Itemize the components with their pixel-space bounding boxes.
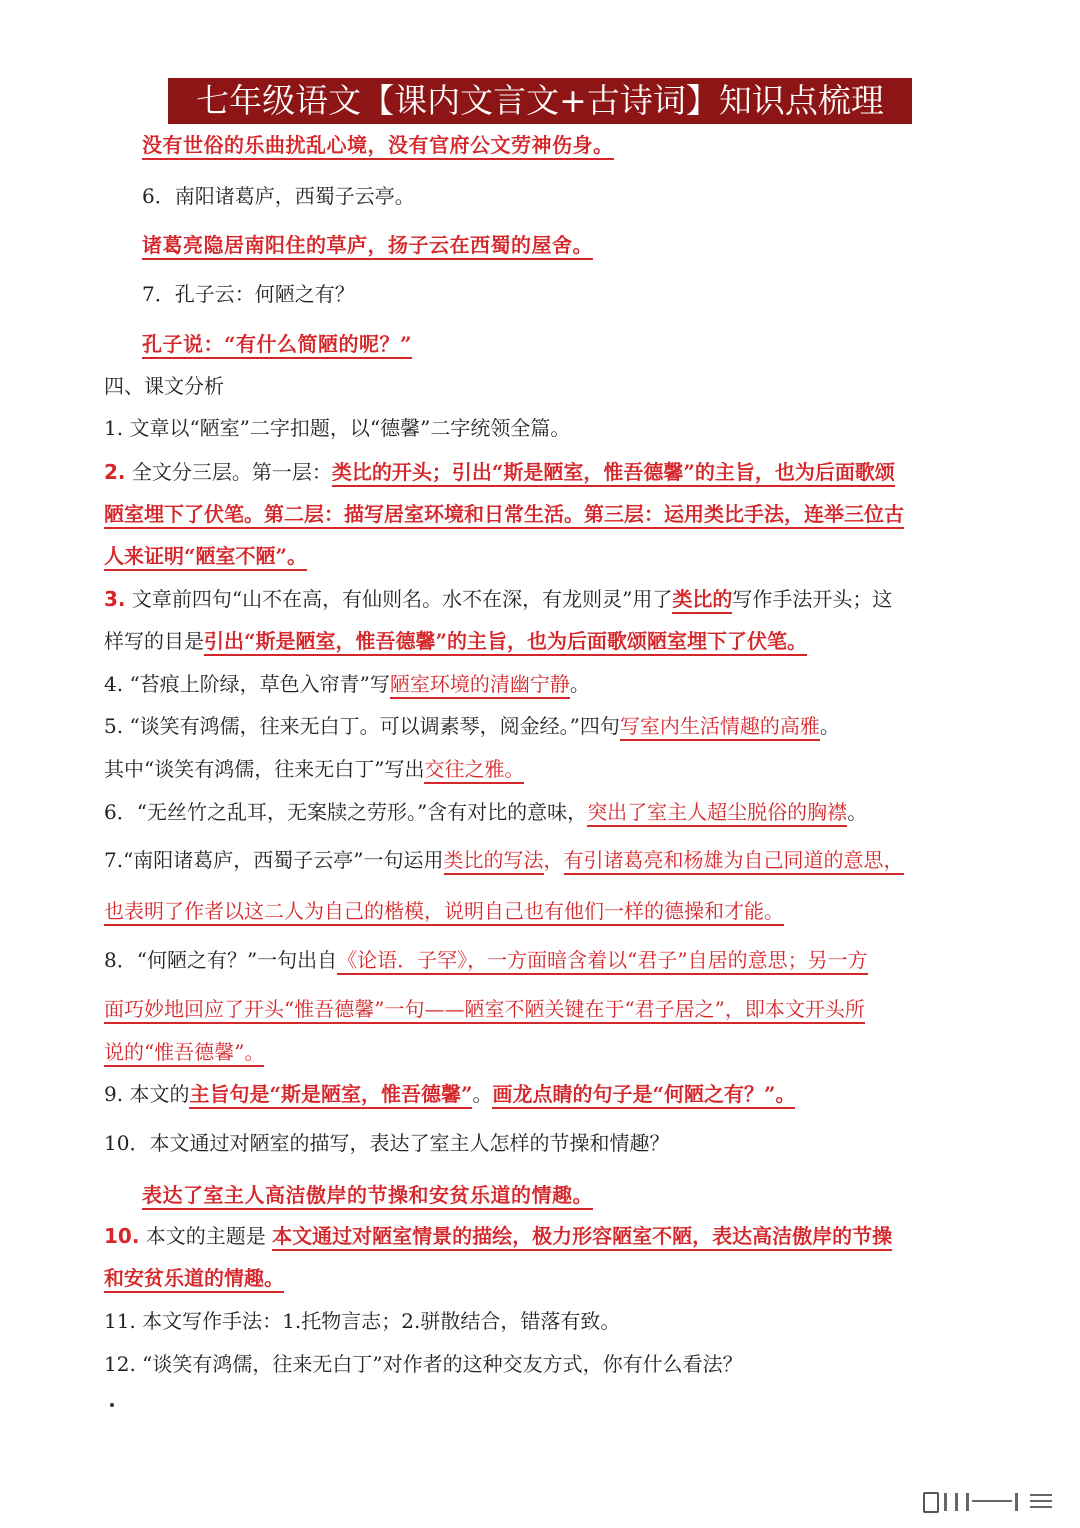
- item-6-end: 。: [847, 800, 868, 824]
- bullet-dot: [110, 1403, 114, 1407]
- answer-5: [142, 130, 614, 160]
- analysis-item-2-line-2: [104, 499, 904, 529]
- item-8-answer-b: 面巧妙地回应了开头“惟吾德馨”一句——陋室不陋关键在于“君子居之”，即本文开头所: [104, 997, 865, 1024]
- page-title: 七年级语文【课内文言文+古诗词】知识点梳理: [168, 78, 912, 124]
- item-5-answer-b: 交往之雅。: [424, 757, 524, 784]
- scroll-bar-4: [1015, 1493, 1018, 1511]
- theme-number: 10.: [104, 1224, 140, 1248]
- item-9-text: 9. 本文的: [104, 1082, 190, 1106]
- scroll-bar-3: [966, 1493, 969, 1511]
- analysis-theme-line-1: [104, 1221, 892, 1251]
- theme-lead: 本文的主题是: [139, 1224, 273, 1248]
- answer-6: [142, 230, 593, 260]
- item-6-answer: 突出了室主人超尘脱俗的胸襟: [587, 800, 847, 827]
- analysis-item-2-line-1: [104, 457, 895, 487]
- item-7-answer-b: 有引诸葛亮和杨雄为自己同道的意思，: [564, 848, 904, 875]
- scroll-track: [972, 1500, 1012, 1502]
- analysis-item-5-line-1: [104, 711, 840, 741]
- analysis-item-11: 11. 本文写作手法：1.托物言志；2.骈散结合，错落有致。: [104, 1309, 621, 1333]
- item-2-answer-a: 类比的开头；引出“斯是陋室，惟吾德馨”的主旨，也为后面歌颂: [332, 460, 895, 487]
- item-5-text: 5. “谈笑有鸿儒，往来无白丁。可以调素琴，阅金经。”四句: [104, 714, 620, 738]
- answer-7: [142, 329, 412, 359]
- item-9-answer-a: 主旨句是“斯是陋室，惟吾德馨”: [189, 1082, 472, 1109]
- item-5-answer-a: 写室内生活情趣的高雅: [620, 714, 820, 741]
- item-4-text: 4. “苔痕上阶绿，草色入帘青”写: [104, 672, 390, 696]
- analysis-item-9: [104, 1079, 795, 1109]
- item-3-text-c: 样写的目是: [104, 629, 204, 653]
- item-4-answer: 陋室环境的清幽宁静: [390, 672, 570, 699]
- item-7-comma: ，: [543, 848, 564, 872]
- analysis-item-7-line-2: [104, 896, 784, 926]
- analysis-item-5-line-2: [104, 754, 524, 784]
- analysis-item-3-line-1: [104, 584, 892, 614]
- item-10-answer-text: 表达了室主人高洁傲岸的节操和安贫乐道的情趣。: [142, 1183, 593, 1210]
- analysis-item-7-line-1: [104, 845, 904, 875]
- menu-line-3: [1030, 1506, 1052, 1508]
- item-2-lead: 全文分三层。第一层：: [125, 460, 332, 484]
- item-9-answer-b: 画龙点睛的句子是“何陋之有？”。: [492, 1082, 795, 1109]
- theme-answer-a: 本文通过对陋室情景的描绘，极力形容陋室不陋，表达高洁傲岸的节操: [272, 1224, 892, 1251]
- item-3-number: 3.: [104, 587, 126, 611]
- item-5-end: 。: [819, 714, 840, 738]
- item-3-answer-a: 类比的: [672, 587, 732, 614]
- item-7-answer-c: 也表明了作者以这二人为自己的楷模，说明自己也有他们一样的德操和才能。: [104, 899, 784, 926]
- answer-6-text: 诸葛亮隐居南阳住的草庐，扬子云在西蜀的屋舍。: [142, 233, 593, 260]
- answer-7-text: 孔子说：“有什么简陋的呢？”: [142, 332, 412, 359]
- item-4-end: 。: [569, 672, 590, 696]
- question-6: 6．南阳诸葛庐，西蜀子云亭。: [142, 184, 415, 208]
- item-2-answer-b: 陋室埋下了伏笔。第二层：描写居室环境和日常生活。第三层：运用类比手法，连举三位古: [104, 502, 904, 529]
- item-2-answer-c: 人来证明“陋室不陋”。: [104, 544, 307, 571]
- item-2-number: 2.: [104, 460, 126, 484]
- item-3-text-b: 写作手法开头；这: [732, 587, 893, 611]
- analysis-item-12: 12. “谈笑有鸿儒，往来无白丁”对作者的这种交友方式，你有什么看法？: [104, 1352, 743, 1376]
- item-3-text-a: 文章前四句“山不在高，有仙则名。水不在深，有龙则灵”用了: [125, 587, 673, 611]
- analysis-item-4: [104, 669, 590, 699]
- item-6-text: 6．“无丝竹之乱耳，无案牍之劳形。”含有对比的意味，: [104, 800, 588, 824]
- answer-5-text: 没有世俗的乐曲扰乱心境，没有官府公文劳神伤身。: [142, 133, 614, 160]
- analysis-item-1: 1. 文章以“陋室”二字扣题，以“德馨”二字统领全篇。: [104, 416, 571, 440]
- analysis-item-8-line-3: [104, 1037, 264, 1067]
- scroll-bar-1: [944, 1493, 947, 1511]
- theme-answer-b: 和安贫乐道的情趣。: [104, 1266, 284, 1293]
- scroll-bar-2: [955, 1493, 958, 1511]
- analysis-item-10-question: 10．本文通过对陋室的描写，表达了室主人怎样的节操和情趣？: [104, 1131, 670, 1155]
- analysis-item-2-line-3: [104, 541, 307, 571]
- item-8-text: 8．“何陋之有？”一句出自: [104, 948, 338, 972]
- item-8-answer-a: 《论语．子罕》，一方面暗含着以“君子”自居的意思；另一方: [337, 948, 867, 975]
- analysis-item-10-answer: [142, 1180, 593, 1210]
- item-3-answer-b: 引出“斯是陋室，惟吾德馨”的主旨，也为后面歌颂陋室埋下了伏笔。: [204, 629, 807, 656]
- scroll-box-icon: [923, 1492, 939, 1513]
- analysis-item-3-line-2: [104, 626, 807, 656]
- menu-line-1: [1030, 1494, 1052, 1496]
- analysis-item-8-line-2: [104, 994, 865, 1024]
- item-8-answer-c: 说的“惟吾德馨”。: [104, 1040, 264, 1067]
- section-heading: 四、课文分析: [104, 374, 224, 398]
- item-5-text-b: 其中“谈笑有鸿儒，往来无白丁”写出: [104, 757, 425, 781]
- item-9-sep: 。: [472, 1082, 493, 1106]
- item-7-answer-a: 类比的写法: [444, 848, 544, 875]
- menu-line-2: [1030, 1500, 1052, 1502]
- analysis-item-8-line-1: [104, 945, 868, 975]
- question-7: 7．孔子云：何陋之有？: [142, 282, 355, 306]
- analysis-item-6: [104, 797, 867, 827]
- item-7-text: 7.“南阳诸葛庐，西蜀子云亭”一句运用: [104, 848, 444, 872]
- analysis-theme-line-2: [104, 1263, 284, 1293]
